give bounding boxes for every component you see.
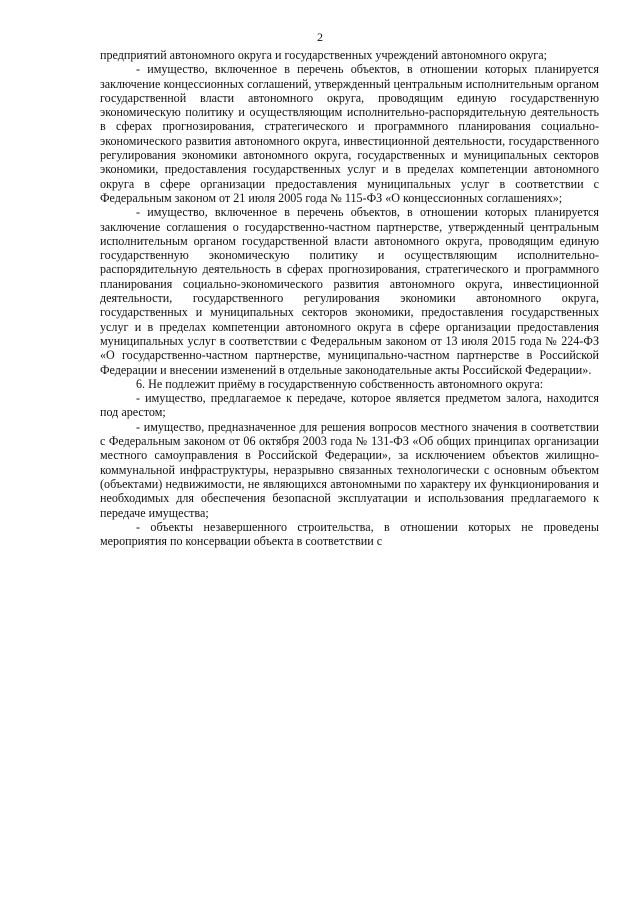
document-body xyxy=(100,48,599,548)
paragraph: 6. Не подлежит приёму в государственную собственность автономного округа: xyxy=(136,376,544,391)
paragraph: - имущество, предлагаемое к передаче, которое является предметом залога, находится под арестом; xyxy=(100,391,599,420)
page-number: 2 xyxy=(317,30,323,44)
paragraph: - имущество, предназначенное для решения вопросов местного значения в соответствии с Федеральным законом от 06 октября 2003 года № 131-ФЗ «Об общих принципах организации местного самоуправления в Российской Федерации», за исключением объектов жилищно-коммунальной инфраструктуры, неразрывно связанных технологически с основным объектом (объектами) недвижимости, не являющихся автономными по характеру их функционирования и необходимых для обеспечения безопасной эксплуатации и использования предлагаемого к передаче имущества; xyxy=(100,419,599,520)
paragraph: предприятий автономного округа и государственных учреждений автономного округа; xyxy=(100,48,547,62)
paragraph: - объекты незавершенного строительства, в отношении которых не проведены мероприятия по консервации объекта в соответствии с xyxy=(100,519,599,549)
paragraph: - имущество, включенное в перечень объектов, в отношении которых планируется заключение соглашения о государственно-частном партнерстве, утвержденный центральным исполнительным органом государственной власти автономного округа, проводящим единую государственную экономическую политику и осуществляющим исполнительно-распорядительную деятельность в сферах прогнозирования, стратегического и программного планирования социально-экономического развития автономного округа, инвестиционной деятельности, государственного регулирования экономики автономного округа, государственных и муниципальных секторов экономики, предоставления государственных услуг и в пределах компетенции автономного округа в сфере организации предоставления муниципальных услуг в соответствии с Федеральным законом от 13 июля 2015 года № 224-ФЗ «О государственно-частном партнерстве, муниципально-частном партнерстве в Российской Федерации и внесении изменений в отдельные законодательные акты Российской Федерации». xyxy=(100,205,599,377)
paragraph: - имущество, включенное в перечень объектов, в отношении которых планируется заключение концессионных соглашений, утвержденный центральным исполнительным органом государственной власти автономного округа, проводящим единую государственную экономическую политику и осуществляющим исполнительно-распорядительную деятельность в сферах прогнозирования, стратегического и программного планирования социально-экономического развития автономного округа, инвестиционной деятельности, государственного регулирования экономики автономного округа, государственных и муниципальных секторов экономики, предоставления государственных услуг и в пределах компетенции автономного округа в сфере организации предоставления муниципальных услуг в соответствии с Федеральным законом от 21 июля 2005 года № 115-ФЗ «О концессионных соглашениях»; xyxy=(100,62,599,205)
